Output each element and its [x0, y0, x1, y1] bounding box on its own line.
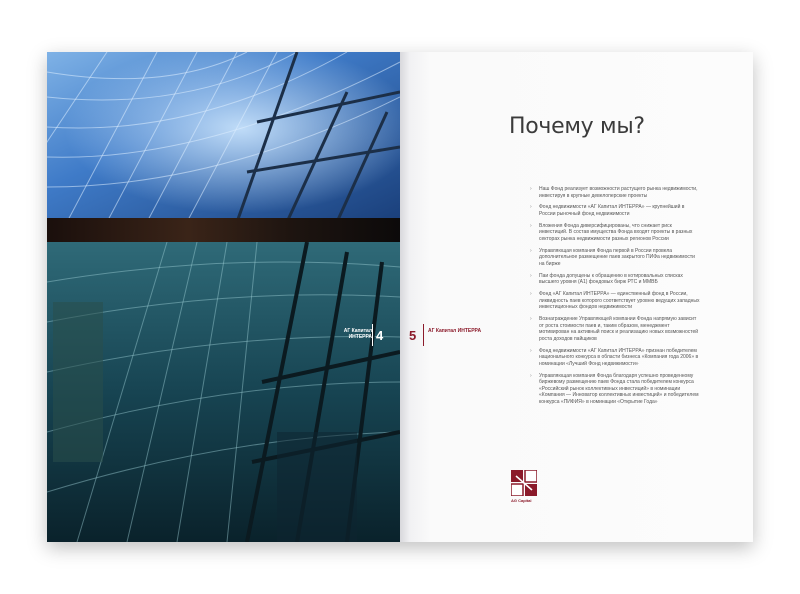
- left-running-head: АГ Капитал ИНТЕРРА: [343, 328, 372, 340]
- chevron-right-icon: ›: [530, 186, 532, 192]
- list-item: › Фонд недвижимости «АГ Капитал ИНТЕРРА» — крупнейший в России рыночный фонд недвижимости: [530, 204, 685, 217]
- chevron-right-icon: ›: [530, 204, 532, 211]
- chevron-right-icon: ›: [530, 222, 532, 229]
- chevron-right-icon: ›: [530, 347, 532, 354]
- list-item: › Управляющая компания Фонда благодаря успешно проведенному биржевому размещению паев Фонда стала победителем конкурса «Российский рынок коллективных инвестиций» в номинации «Компания — Инноватор коллективных инвестиций» и победителем конкурса «ПИФИЯ» в номинации «Открытие Года»: [530, 372, 699, 405]
- right-page-number: 5: [409, 328, 417, 343]
- right-page-divider: [423, 324, 424, 346]
- left-page-number: 4: [376, 328, 384, 343]
- reasons-list: [530, 186, 700, 411]
- list-item: › Фонд недвижимости «АГ Капитал ИНТЕРРА» признан победителем национального конкурса в области бизнеса «Компания года 2006» в номинации «Лучший Фонд недвижимости»: [530, 347, 699, 367]
- list-item: › Паи фонда допущены к обращению в котировальных списках высшего уровня (А1) фондовых бирж РТС и ММВБ: [530, 272, 683, 286]
- list-item: › Вознаграждение Управляющей компании Фонда напрямую зависит от роста стоимости паев и, таким образом, менеджмент мотивирован на активный поиск и реализацию новых возможностей роста доходов пайщиков: [530, 316, 699, 342]
- right-running-head: АГ Капитал ИНТЕРРА: [428, 328, 482, 334]
- list-item: › Управляющая компания Фонда первой в России провела дополнительное размещение паев закрытого ПИФа недвижимости на бирже: [530, 247, 695, 267]
- ag-capital-logo: [511, 470, 537, 496]
- chevron-right-icon: ›: [530, 372, 532, 379]
- right-page: [400, 52, 753, 542]
- chevron-right-icon: ›: [530, 316, 532, 323]
- brochure-spread: [47, 52, 753, 542]
- logo-caption: AG Capital: [511, 498, 532, 503]
- left-page: [47, 52, 400, 542]
- chevron-right-icon: ›: [530, 291, 532, 298]
- left-page-divider: [372, 324, 373, 346]
- skyscraper-photo: [47, 52, 400, 542]
- list-item: › Вложения Фонда диверсифицированы, что снижает риск инвестиций. В состав имущества Фонда входят проекты в разных секторах рынка недвижимости разных регионов России: [530, 222, 693, 242]
- page-title: Почему мы?: [509, 114, 645, 139]
- chevron-right-icon: ›: [530, 247, 532, 254]
- list-item: › Наш Фонд реализует возможности растущего рынка недвижимости, инвестируя в крупные девелоперские проекты: [530, 186, 698, 199]
- chevron-right-icon: ›: [530, 272, 532, 279]
- list-item: › Фонд «АГ Капитал ИНТЕРРА» — единственный фонд в России, ликвидность паев которого соответствует уровню ведущих западных инвестиционных фондов недвижимости: [530, 291, 700, 311]
- dark-band: [47, 218, 400, 242]
